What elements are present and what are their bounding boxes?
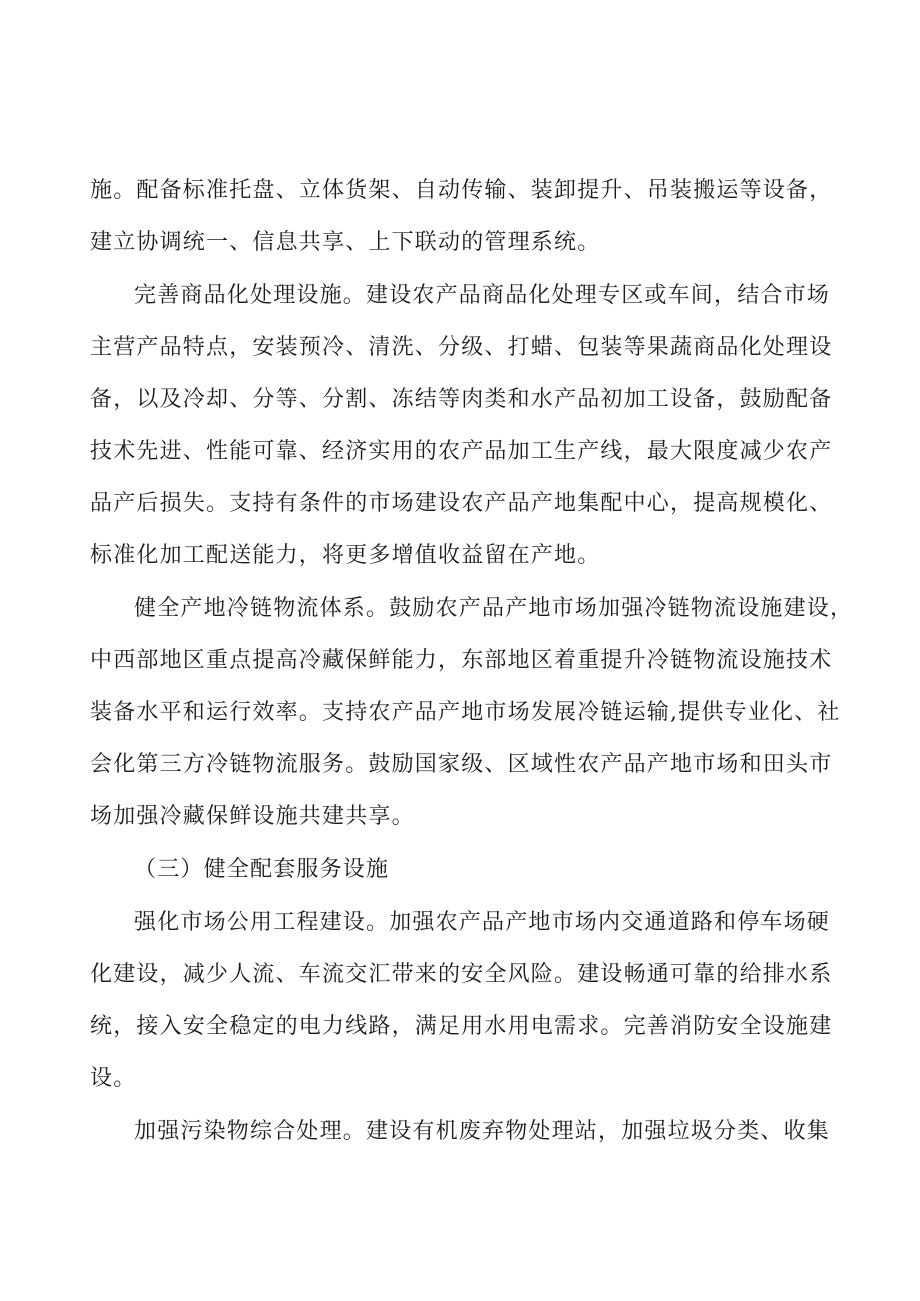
section-heading: （三）健全配套服务设施 [134,857,390,882]
paragraph-4-line-4: 设。 [90,1066,137,1091]
paragraph-4-line-1: 强化市场公用工程建设。加强农产品产地市场内交通道路和停车场硬 [134,910,831,935]
paragraph-2-line-5: 品产后损失。支持有条件的市场建设农产品产地集配中心，提高规模化、 [90,491,833,516]
paragraph-3-line-4: 会化第三方冷链物流服务。鼓励国家级、区域性农产品产地市场和田头市 [90,752,833,777]
paragraph-2-line-4: 技术先进、性能可靠、经济实用的农产品加工生产线，最大限度减少农产 [90,439,833,464]
paragraph-3-line-3: 装备水平和运行效率。支持农产品产地市场发展冷链运输,提供专业化、社 [90,700,841,725]
paragraph-3-line-1: 健全产地冷链物流体系。鼓励农产品产地市场加强冷链物流设施建设， [134,596,854,621]
paragraph-2-line-3: 备，以及冷却、分等、分割、冻结等肉类和水产品初加工设备，鼓励配备 [90,387,833,412]
paragraph-3-line-2: 中西部地区重点提高冷藏保鲜能力，东部地区着重提升冷链物流设施技术 [90,648,833,673]
paragraph-1-line-1: 施。配备标准托盘、立体货架、自动传输、装卸提升、吊装搬运等设备， [90,178,833,203]
paragraph-5-line-1: 加强污染物综合处理。建设有机废弃物处理站，加强垃圾分类、收集 [134,1119,831,1144]
paragraph-2-line-2: 主营产品特点，安装预冷、清洗、分级、打蜡、包装等果蔬商品化处理设 [90,335,833,360]
paragraph-4-line-2: 化建设，减少人流、车流交汇带来的安全风险。建设畅通可靠的给排水系 [90,962,833,987]
paragraph-4-line-3: 统，接入安全稳定的电力线路，满足用水用电需求。完善消防安全设施建 [90,1014,833,1039]
paragraph-2-line-6: 标准化加工配送能力，将更多增值收益留在产地。 [90,543,601,568]
paragraph-3-line-5: 场加强冷藏保鲜设施共建共享。 [90,804,415,829]
paragraph-2-line-1: 完善商品化处理设施。建设农产品商品化处理专区或车间，结合市场 [134,283,831,308]
paragraph-1-line-2: 建立协调统一、信息共享、上下联动的管理系统。 [90,230,601,255]
